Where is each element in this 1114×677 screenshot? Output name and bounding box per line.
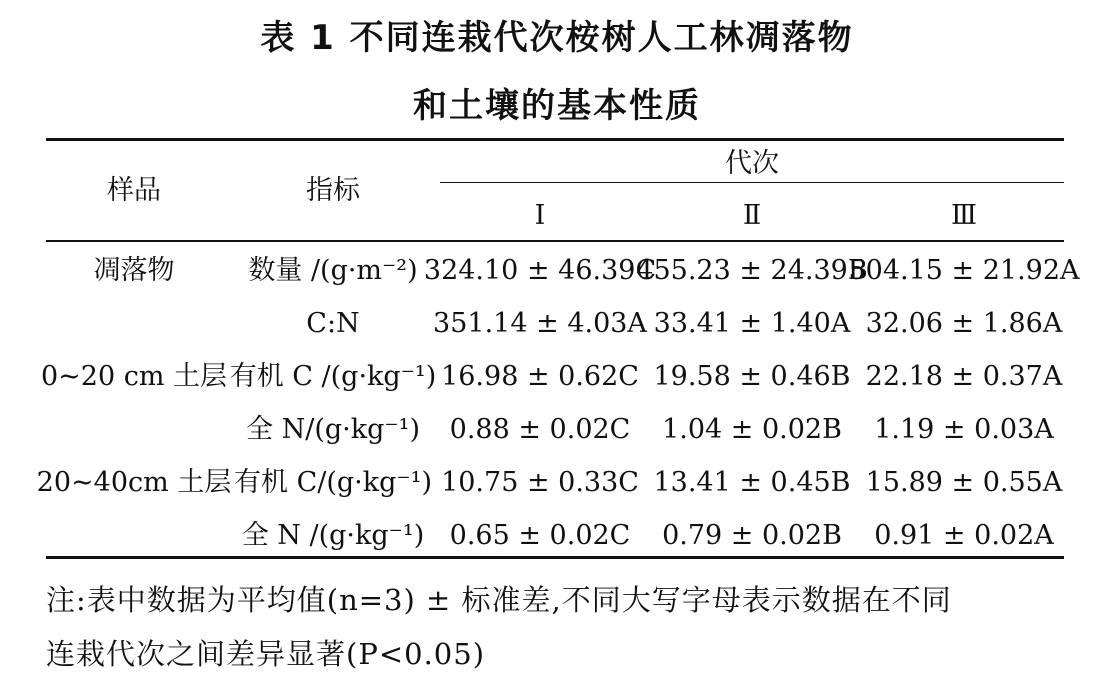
row-1-gen2: 455.23 ± 24.39B	[636, 255, 868, 286]
header-rule	[46, 240, 1064, 242]
row-2-index: C:N	[306, 308, 360, 339]
row-4-gen1: 0.88 ± 0.02C	[449, 414, 631, 445]
row-3-gen2: 19.58 ± 0.46B	[653, 361, 851, 392]
table-note-line2: 连栽代次之间差异显著(P<0.05)	[46, 637, 486, 671]
header-gen-3: Ⅲ	[950, 200, 978, 231]
generation-rule	[440, 182, 1064, 183]
table-title-line2: 和土壤的基本性质	[413, 86, 701, 126]
row-2-gen1: 351.14 ± 4.03A	[433, 308, 647, 339]
row-2-gen2: 33.41 ± 1.40A	[653, 308, 851, 339]
row-5-gen1: 10.75 ± 0.33C	[441, 467, 639, 498]
header-index: 指标	[306, 175, 360, 206]
row-5-gen2: 13.41 ± 0.45B	[653, 467, 851, 498]
row-4-gen3: 1.19 ± 0.03A	[874, 414, 1054, 445]
row-1-sample: 凋落物	[93, 255, 175, 286]
row-1-gen3: 504.15 ± 21.92A	[848, 255, 1080, 286]
row-5-index: 有机 C/(g·kg⁻¹)	[234, 467, 432, 498]
header-sample: 样品	[107, 175, 161, 206]
row-4-gen2: 1.04 ± 0.02B	[662, 414, 842, 445]
row-5-gen3: 15.89 ± 0.55A	[865, 467, 1063, 498]
row-4-index: 全 N/(g·kg⁻¹)	[246, 414, 420, 445]
row-3-sample: 0~20 cm 土层	[40, 361, 228, 392]
row-6-gen1: 0.65 ± 0.02C	[449, 520, 631, 551]
row-3-gen1: 16.98 ± 0.62C	[441, 361, 639, 392]
row-2-gen3: 32.06 ± 1.86A	[865, 308, 1063, 339]
table-title-line1: 表 1 不同连栽代次桉树人工林凋落物	[260, 18, 854, 58]
row-5-sample: 20~40cm 土层	[36, 467, 232, 498]
row-3-gen3: 22.18 ± 0.37A	[865, 361, 1063, 392]
header-gen-1: Ⅰ	[534, 200, 546, 231]
bottom-rule	[46, 556, 1064, 559]
row-3-index: 有机 C /(g·kg⁻¹)	[229, 361, 437, 392]
top-rule	[46, 138, 1064, 141]
row-1-gen1: 324.10 ± 46.39C	[423, 255, 657, 286]
row-6-index: 全 N /(g·kg⁻¹)	[241, 520, 425, 551]
row-1-index: 数量 /(g·m⁻²)	[248, 255, 418, 286]
row-6-gen3: 0.91 ± 0.02A	[874, 520, 1054, 551]
header-gen-2: Ⅱ	[742, 200, 762, 231]
header-generation: 代次	[725, 148, 779, 179]
row-6-gen2: 0.79 ± 0.02B	[662, 520, 842, 551]
table-note-line1: 注:表中数据为平均值(n=3) ± 标准差,不同大写字母表示数据在不同	[46, 583, 952, 617]
